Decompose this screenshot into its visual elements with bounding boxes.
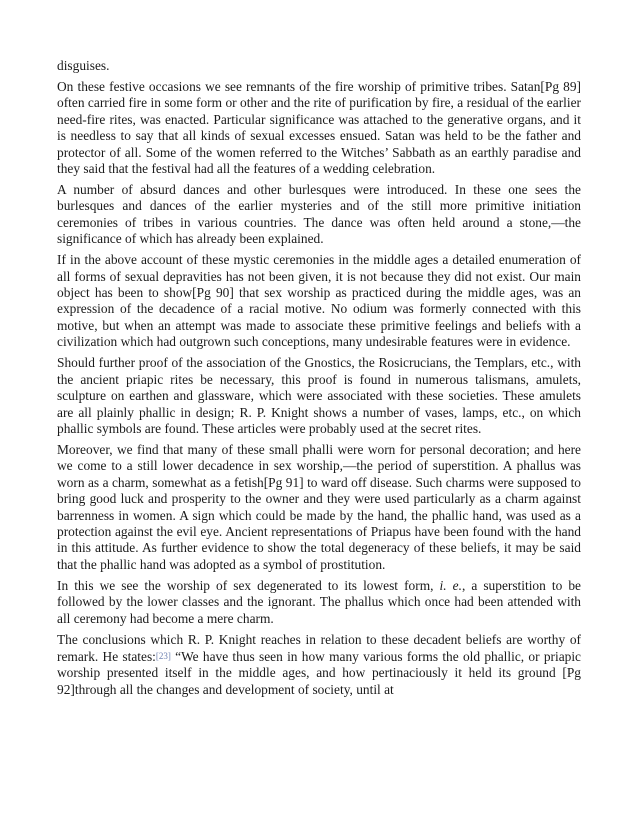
footnote-link-23[interactable]: [23] <box>155 650 171 661</box>
paragraph-7-text-b: “We have thus seen in how many various forms the old phallic, or priapic worship presented itself in the middle ages, and how pertinaciously it held its ground [Pg 92]through all the changes and development of society, until at <box>57 648 581 697</box>
paragraph-6-italic: i. e. <box>439 577 462 593</box>
paragraph-7-text-a: The conclusions which R. P. Knight reaches in relation to these decadent beliefs are worthy of remark. He states: <box>57 631 581 664</box>
paragraph-2: A number of absurd dances and other burlesques were introduced. In these one sees the burlesques and dances of the earlier mysteries and of the still more primitive initiation ceremonies of tribes in various countries. The dance was often held around a stone,—the significance of which has already been explained. <box>57 182 581 247</box>
document-page <box>57 58 581 703</box>
paragraph-6 <box>57 578 581 627</box>
paragraph-5: Moreover, we find that many of these small phalli were worn for personal decoration; and here we come to a still lower decadence in sex worship,—the period of superstition. A phallus was worn as a charm, somewhat as a fetish[Pg 91] to ward off disease. Such charms were supposed to bring good luck and prosperity to the owner and they were used particularly as a charm against barrenness in women. A sign which could be made by the hand, the phallic hand, was used as a protection against the evil eye. Ancient representations of Priapus have been found with the hand in this attitude. As further evidence to show the total degeneracy of these beliefs, it may be said that the phallic hand was adopted as a symbol of prostitution. <box>57 441 581 572</box>
paragraph-6-text-a: In this we see the worship of sex degenerated to its lowest form, <box>57 577 440 593</box>
paragraph-6-text-b: , a superstition to be followed by the lower classes and the ignorant. The phallus which once had been attended with all ceremony had become a mere charm. <box>57 577 581 626</box>
paragraph-3: If in the above account of these mystic ceremonies in the middle ages a detailed enumeration of all forms of sexual depravities has not been given, it is not because they did not exist. Our main object has been to show[Pg 90] that sex worship as practiced during the middle ages, was an expression of the decadence of a racial motive. No odium was formerly connected with this motive, but when an attempt was made to associate these primitive feelings and beliefs with a civilization which had outgrown such conceptions, many undesirable features were in evidence. <box>57 252 581 350</box>
paragraph-1: On these festive occasions we see remnants of the fire worship of primitive tribes. Satan[Pg 89] often carried fire in some form or other and the rite of purification by fire, a residual of the earlier need-fire rites, was enacted. Particular significance was attached to the generative organs, and it is needless to say that all kinds of sexual excesses ensued. Satan was held to be the father and protector of all. Some of the women referred to the Witches’ Sabbath as an earthly paradise and they said that the festival had all the features of a wedding celebration. <box>57 79 581 177</box>
paragraph-0: disguises. <box>57 58 110 73</box>
paragraph-7 <box>57 632 581 699</box>
paragraph-4: Should further proof of the association of the Gnostics, the Rosicrucians, the Templars, etc., with the ancient priapic rites be necessary, this proof is found in numerous talismans, amulets, sculpture on earthen and glassware, which were associated with these societies. These amulets are all plainly phallic in design; R. P. Knight shows a number of vases, lamps, etc., on which phallic symbols are found. These articles were probably used at the secret rites. <box>57 355 581 436</box>
